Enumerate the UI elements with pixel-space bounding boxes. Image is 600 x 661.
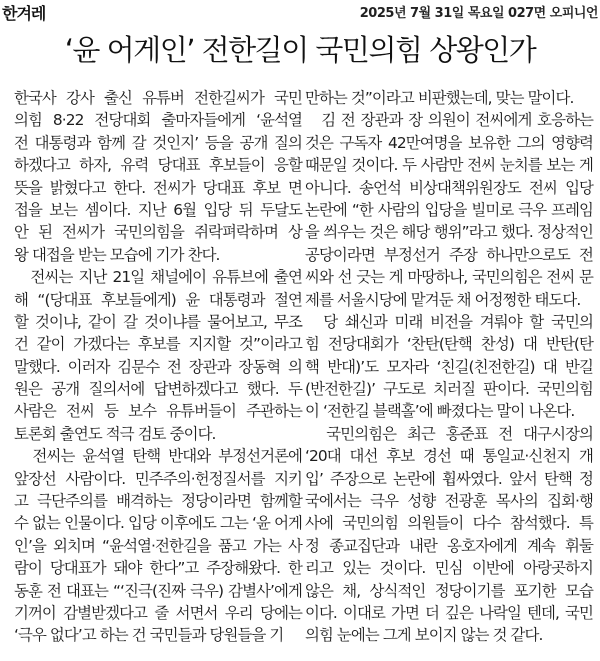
- text-line: 힘 전당대회가 ‘찬탄(탄핵 찬성) 대 반탄(탄: [305, 335, 593, 354]
- text-line: 람이 당대표가 돼야 한다”고 주장해왔다. 한: [14, 559, 302, 578]
- dateline: 2025년 7월 31일 목요일 027면 오피니언: [359, 6, 598, 21]
- text-line: 이 ‘전한길 블랙홀’에 빠졌다는 말이 나온다.: [305, 402, 575, 421]
- text-line: 왕 대접을 받는 모습에 기가 찬다.: [14, 245, 220, 264]
- masthead: [0, 0, 600, 22]
- text-line: 전씨는 지난 21일 채널에이 유튜브에 출연: [14, 268, 302, 287]
- text-line: (반전한길)’ 구도로 치러질 판이다. 국민의힘: [305, 380, 593, 399]
- text-line: 전 대통령과 함께 갈 것인지’ 등을 공개 질의: [14, 133, 302, 152]
- text-line: 앞장선 사람이다. 민주주의·헌정질서를 지키: [14, 469, 302, 488]
- text-line: 고 극단주의를 배격하는 정당이라면 함께할: [14, 492, 302, 511]
- text-line: 인’을 외치며 “윤석열·전한길을 품고 가는 사: [14, 536, 302, 555]
- text-line: 의힘 8·22 전당대회 출마자들에게 ‘윤석열: [14, 111, 302, 130]
- text-line: 국민의힘은 최근 홍준표 전 대구시장의: [305, 424, 593, 443]
- text-line: 을 씌우는 것은 해당 행위”라고 했다. 정상적인: [305, 223, 593, 242]
- text-line: 않은 채, 상식적인 정당이기를 포기한 모습: [305, 581, 593, 600]
- text-line: 한국사 강사 출신 유튜버 전한길씨가 국민: [14, 89, 302, 107]
- text-line: 제를 서울시당에 맡겨둔 채 어정쩡한 태도다.: [305, 290, 581, 309]
- text-line: 할 것이냐, 같이 갈 것이냐를 물어보고, 무조: [14, 312, 302, 331]
- newspaper-logo: 한겨레: [2, 4, 46, 23]
- text-line: 하겠다고 하자, 유력 당대표 후보들이 응할: [14, 156, 302, 175]
- text-line: 접을 보는 셈이다. 지난 6월 입당 뒤 두달도: [14, 200, 302, 219]
- text-line: 리고 있는 것이다. 민심 이반에 아랑곳하지: [305, 559, 593, 578]
- text-line: 김 전 장관과 장 의원이 전씨에게 호응하는: [305, 111, 593, 130]
- text-line: 것은 구독자 42만여명을 보유한 그의 영향력: [305, 133, 593, 152]
- text-line: 건 같이 가겠다는 후보를 지지할 것”이라고: [14, 335, 302, 354]
- text-line: ‘20대 대선 후보 경선 때 통일교·신천지 개: [305, 447, 593, 466]
- text-line: 말했다. 이러자 김문수 전 장관과 장동혁 의: [14, 357, 302, 376]
- text-line: 해 “(당대표 후보들에게) 윤 대통령과 절연: [14, 290, 302, 309]
- text-line: 만하는 것”이라고 비판했는데, 맞는 말이다.: [305, 89, 574, 107]
- article-column-left: [14, 87, 302, 647]
- text-line: 아니다. 송언석 비상대책위원장도 전씨 입당: [305, 178, 593, 197]
- text-line: 전씨는 윤석열 탄핵 반대와 부정선거론에: [14, 447, 302, 466]
- text-line: 때문일 것이다. 두 사람만 전씨 눈치를 보는 게: [305, 156, 593, 175]
- text-line: 기꺼이 감별받겠다고 줄 서면서 우리 당에는: [14, 603, 302, 622]
- text-line: 의힘 눈에는 그게 보이지 않는 것 같다.: [305, 626, 543, 645]
- text-line: 안 된 전씨가 국민의힘을 쥐락펴락하며 상: [14, 223, 302, 242]
- text-line: 당 쇄신과 미래 비전을 겨뤄야 할 국민의: [305, 312, 593, 331]
- article-headline: ‘윤 어게인’ 전한길이 국민의힘 상왕인가: [64, 33, 536, 67]
- article-column-right: [305, 87, 593, 647]
- text-line: 이다. 이대로 가면 더 깊은 나락일 텐데, 국민: [305, 603, 593, 622]
- text-line: 동훈 전 대표는 “‘진극(진짜 극우) 감별사’에게: [14, 581, 302, 600]
- text-line: 입’ 주장으로 논란에 휩싸였다. 앞서 탄핵 정: [305, 469, 593, 488]
- text-line: 논란에 “한 사람의 입당을 빌미로 극우 프레임: [305, 200, 593, 219]
- text-line: 원은 공개 질의서에 답변하겠다고 했다. 두: [14, 380, 302, 399]
- text-line: 정 종교집단과 내란 옹호자에게 계속 휘둘: [305, 536, 593, 555]
- text-line: 공당이라면 부정선거 주장 하나만으로도 전: [305, 245, 593, 264]
- text-line: 사에 국민의힘 의원들이 다수 참석했다. 특: [305, 514, 593, 533]
- text-line: 뜻을 밝혔다고 한다. 전씨가 당대표 후보 면: [14, 178, 302, 197]
- text-line: 수 없는 인물이다. 입당 이후에도 그는 ‘윤 어게: [14, 514, 302, 533]
- text-line: 핵 반대)’도 모자라 ‘친길(친전한길) 대 반길: [305, 357, 593, 376]
- text-line: 사람은 전씨 등 보수 유튜버들이 주관하는: [14, 402, 302, 421]
- text-line: ‘극우 없다’고 하는 건 국민들과 당원들을 기: [14, 626, 284, 645]
- text-line: 국에서는 극우 성향 전광훈 목사의 집회·행: [305, 492, 593, 511]
- text-line: 씨와 선 긋는 게 마땅하나, 국민의힘은 전씨 문: [305, 268, 593, 287]
- text-line: 토론회 출연도 적극 검토 중이다.: [14, 424, 216, 443]
